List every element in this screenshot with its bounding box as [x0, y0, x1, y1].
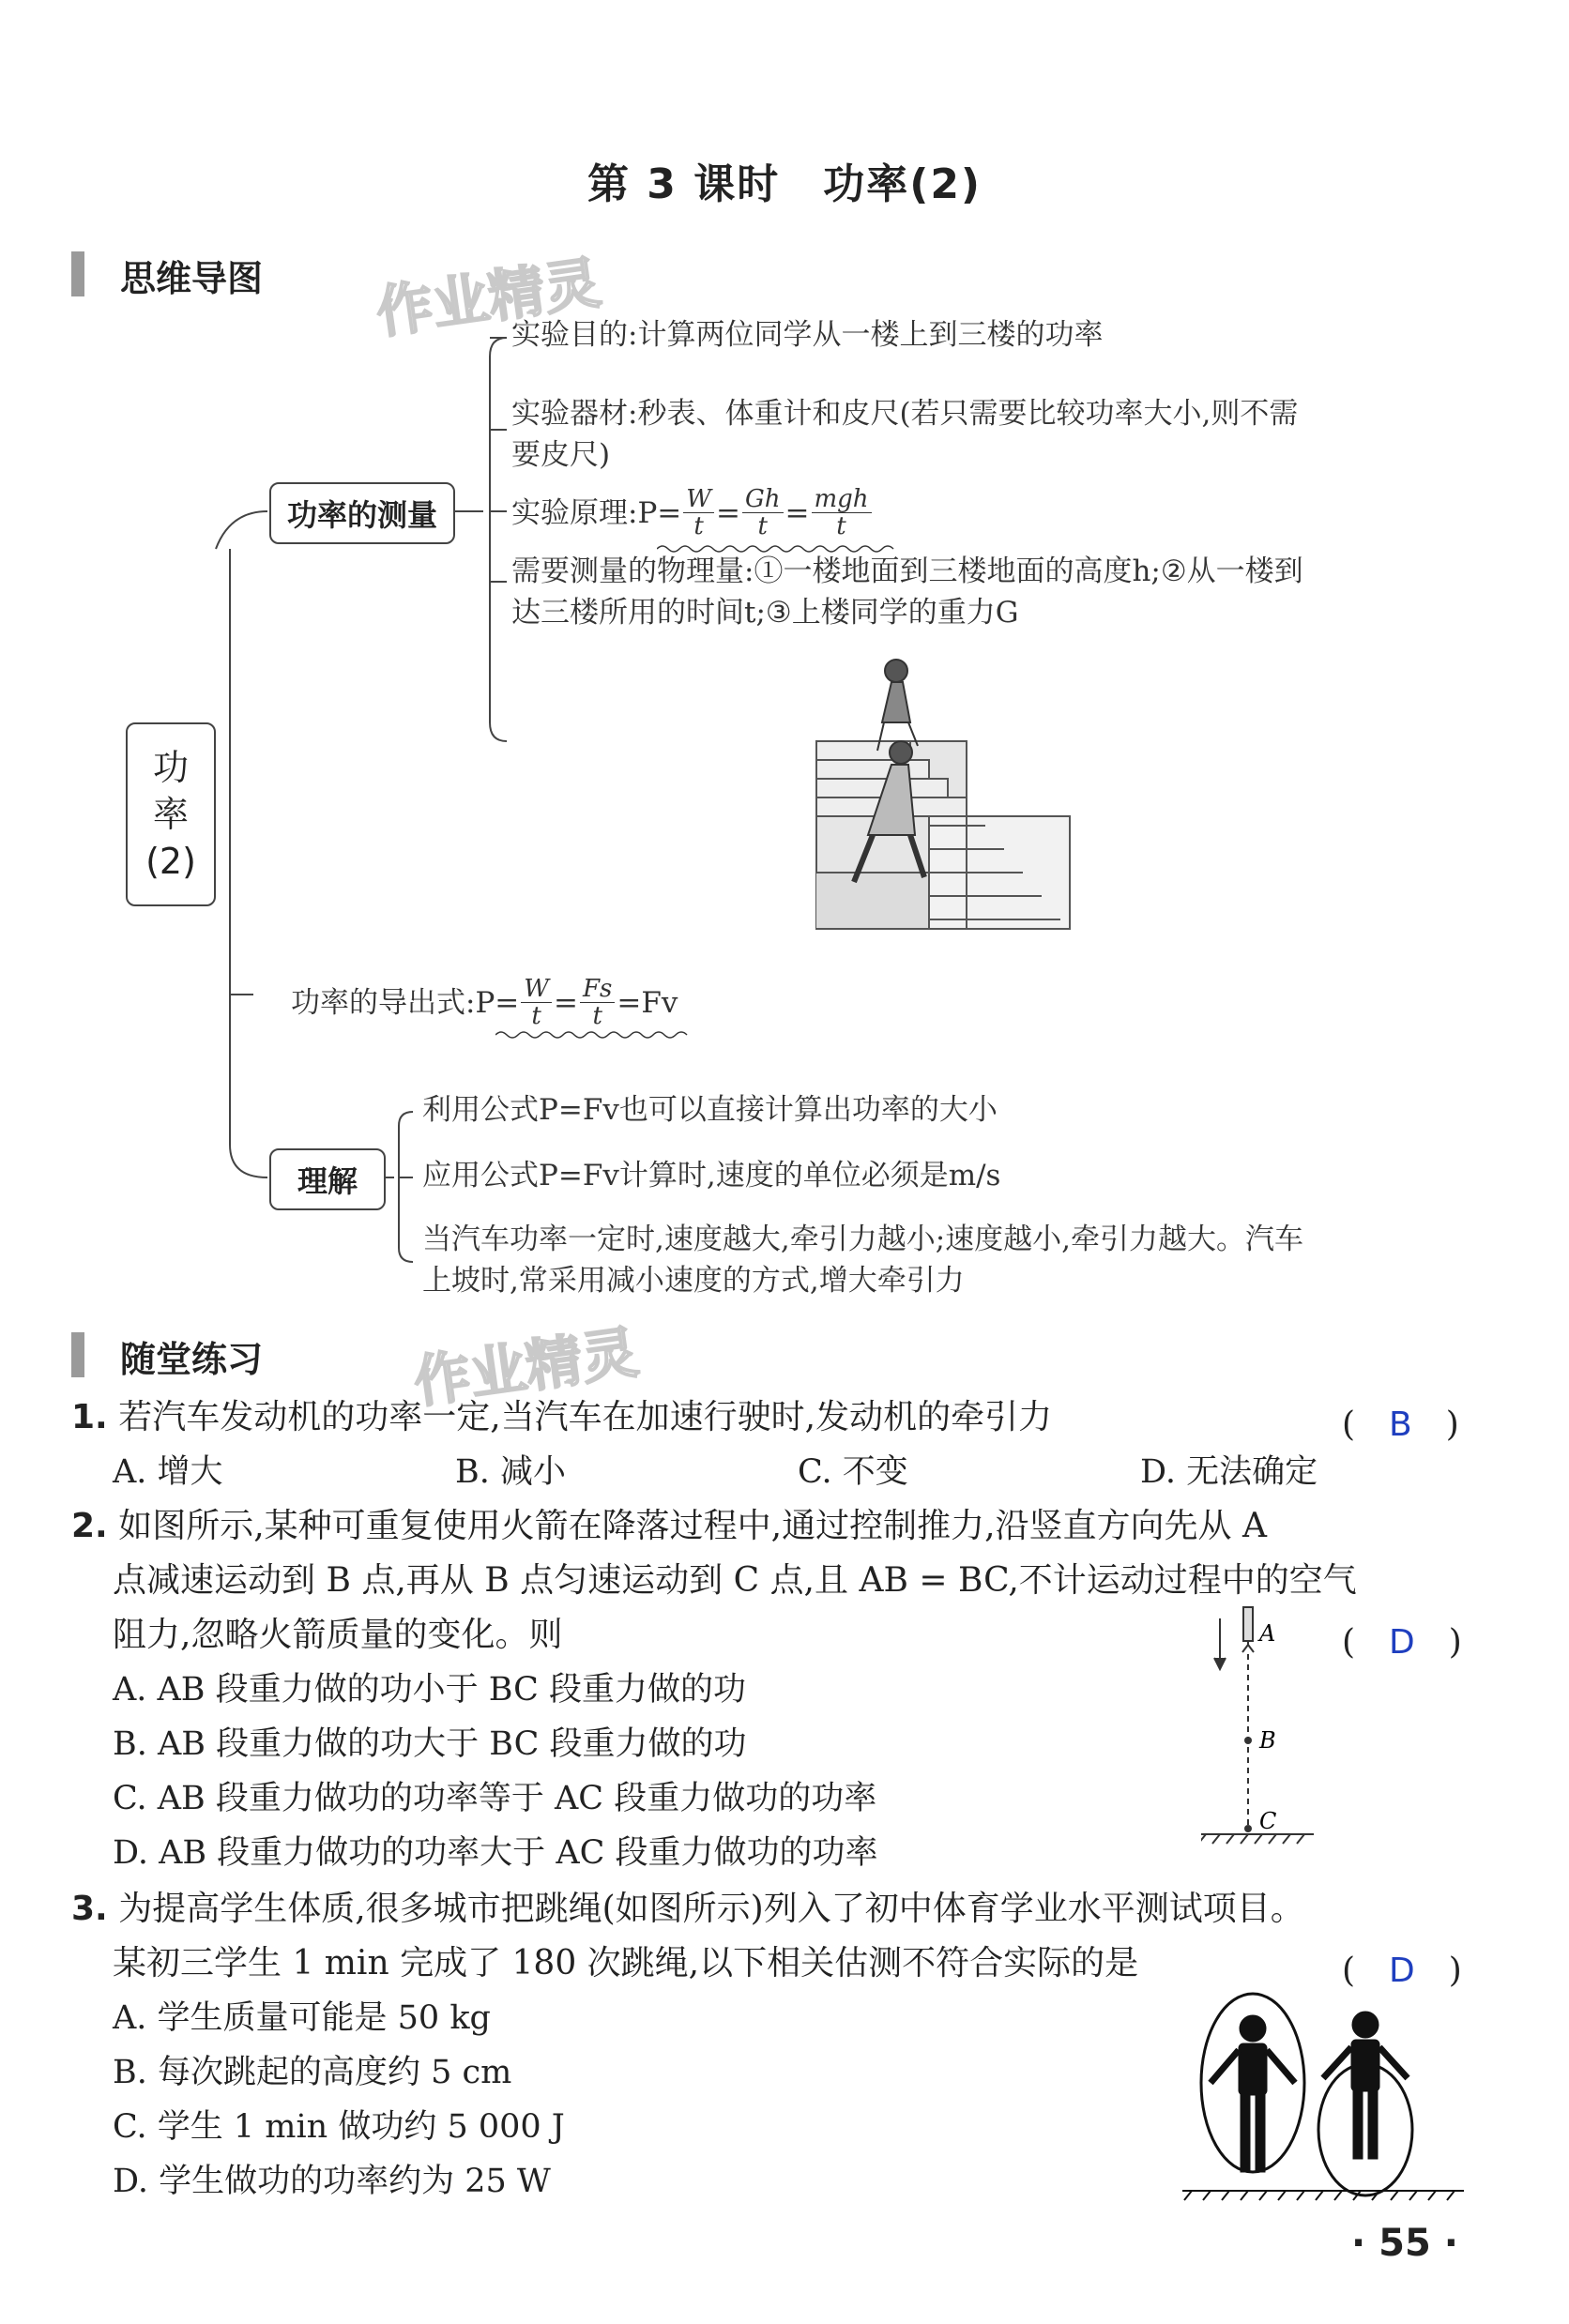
question-2 [71, 1499, 1267, 1554]
answer-value: B [1389, 1405, 1412, 1444]
equals-sign: = [784, 495, 810, 530]
answer-value: D [1389, 1623, 1415, 1662]
option-c: C. 不变 [798, 1453, 908, 1491]
option-a: A. 学生质量可能是 50 kg [113, 1999, 491, 2037]
understand-item-2: 应用公式P=Fv计算时,速度的单位必须是m/s [422, 1159, 1001, 1192]
measure-purpose: 实验目的:计算两位同学从一楼上到三楼的功率 [511, 318, 1104, 352]
watermark: 作业精灵 [409, 1319, 643, 1417]
fraction-gh-t: $\frac{Gh}{t}$ [742, 486, 784, 539]
option-d: D. 无法确定 [1140, 1453, 1318, 1491]
question-text-line-3: 阻力,忽略火箭质量的变化。则 [113, 1616, 563, 1654]
section-title-practice: 随堂练习 [120, 1339, 264, 1380]
question-1 [71, 1390, 1052, 1445]
fraction-fs-t: $\frac{Fs}{t}$ [580, 976, 615, 1029]
watermark: 作业精灵 [372, 250, 605, 347]
section-marker [71, 1332, 84, 1377]
stair-climbing-illustration [798, 647, 1079, 948]
measure-equipment-2: 要皮尺) [511, 438, 611, 472]
option-b: B. AB 段重力做的功大于 BC 段重力做的功 [113, 1725, 747, 1763]
node-understanding: 理解 [269, 1148, 386, 1210]
answer-slot-1: ( B ) [1342, 1405, 1459, 1444]
point-a-label: A [1259, 1620, 1276, 1647]
derived-suffix: =Fv [617, 985, 678, 1020]
understand-item-3a: 当汽车功率一定时,速度越大,牵引力越小;速度越小,牵引力越大。汽车 [422, 1223, 1304, 1256]
option-a: A. AB 段重力做的功小于 BC 段重力做的功 [113, 1671, 747, 1709]
question-number: 1. [71, 1398, 108, 1436]
question-3 [71, 1882, 1304, 1937]
option-c: C. AB 段重力做功的功率等于 AC 段重力做功的功率 [113, 1780, 877, 1817]
page-number: · 55 · [1351, 2222, 1458, 2265]
point-c-label: C [1259, 1808, 1277, 1834]
question-number: 3. [71, 1890, 108, 1928]
option-d: D. 学生做功的功率约为 25 W [113, 2163, 551, 2200]
page-title: 第 3 课时 功率(2) [586, 160, 983, 208]
equals-sign: = [554, 985, 578, 1020]
understand-item-1: 利用公式P=Fv也可以直接计算出功率的大小 [422, 1093, 998, 1127]
root-char-1: 功 [152, 747, 189, 788]
fraction-w-t-2: $\frac{W}{t}$ [521, 976, 552, 1029]
option-b: B. 每次跳起的高度约 5 cm [113, 2054, 512, 2091]
point-b-label: B [1259, 1727, 1276, 1754]
option-a: A. 增大 [113, 1453, 223, 1491]
derived-prefix: 功率的导出式:P= [291, 985, 520, 1020]
answer-slot-2: ( D ) [1342, 1623, 1462, 1662]
question-number: 2. [71, 1507, 108, 1545]
derived-formula [291, 976, 678, 1029]
understand-item-3b: 上坡时,常采用减小速度的方式,增大牵引力 [422, 1264, 965, 1298]
measure-principle [511, 486, 874, 539]
fraction-mgh-t: $\frac{\text{mgh}}{t}$ [812, 486, 872, 539]
option-b: B. 减小 [455, 1453, 566, 1491]
fraction-w-t: $\frac{W}{t}$ [683, 486, 714, 539]
question-text: 若汽车发动机的功率一定,当汽车在加速行驶时,发动机的牵引力 [118, 1398, 1053, 1436]
question-text-line-2: 点减速运动到 B 点,再从 B 点匀速运动到 C 点,且 AB = BC,不计运动过程中的空气 [113, 1561, 1357, 1600]
node-power-measurement: 功率的测量 [269, 482, 455, 544]
principle-prefix: 实验原理:P= [511, 495, 682, 530]
root-char-3: (2) [145, 841, 196, 882]
option-c: C. 学生 1 min 做功约 5 000 J [113, 2108, 565, 2146]
root-char-2: 率 [152, 794, 189, 835]
wavy-underline-2 [495, 1028, 693, 1041]
option-d: D. AB 段重力做功的功率大于 AC 段重力做功的功率 [113, 1834, 878, 1872]
answer-value: D [1389, 1952, 1415, 1990]
answer-slot-3: ( D ) [1342, 1952, 1462, 1990]
measure-equipment-1: 实验器材:秒表、体重计和皮尺(若只需要比较功率大小,则不需 [511, 397, 1299, 431]
question-text-line-1: 为提高学生体质,很多城市把跳绳(如图所示)列入了初中体育学业水平测试项目。 [118, 1890, 1304, 1928]
question-text-line-2: 某初三学生 1 min 完成了 180 次跳绳,以下相关估测不符合实际的是 [113, 1944, 1139, 1982]
jump-rope-illustration [1182, 1989, 1473, 2205]
measure-quantities-1: 需要测量的物理量:①一楼地面到三楼地面的高度h;②从一楼到 [511, 554, 1303, 588]
question-text-line-1: 如图所示,某种可重复使用火箭在降落过程中,通过控制推力,沿竖直方向先从 A [118, 1507, 1267, 1545]
rocket-diagram [1201, 1600, 1333, 1872]
section-title-mindmap: 思维导图 [120, 258, 264, 299]
measure-quantities-2: 达三楼所用的时间t;③上楼同学的重力G [511, 596, 1019, 630]
equals-sign: = [716, 495, 740, 530]
mindmap-root [126, 722, 216, 906]
